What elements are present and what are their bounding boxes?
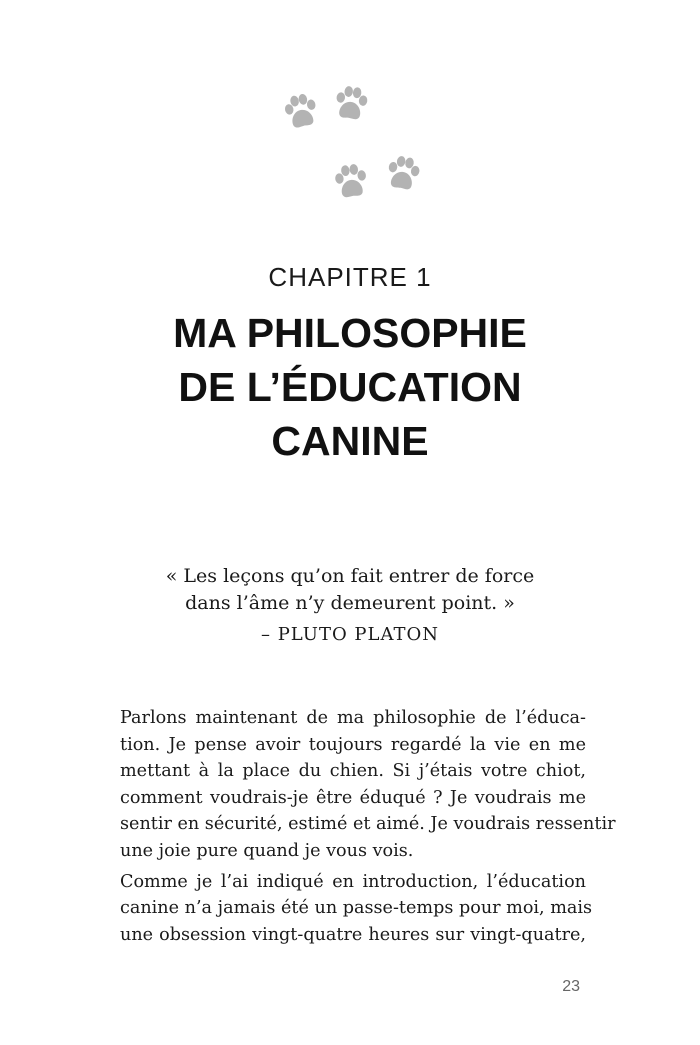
epigraph (0, 563, 700, 648)
text-line: sentir en sécurité, estimé et aimé. Je voudrais ressentir (120, 814, 616, 835)
chapter-title (0, 306, 700, 468)
chapter-title-line: CANINE (271, 418, 429, 464)
paw-print-icon (328, 159, 373, 204)
body-text (120, 705, 616, 952)
text-line: Comme je l’ai indiqué en introduction, l’éducation (120, 871, 586, 892)
paw-prints-decoration (0, 0, 700, 220)
page-number: 23 (562, 978, 580, 995)
paragraph (120, 705, 616, 865)
paragraph (120, 869, 593, 949)
paw-print-icon (277, 88, 324, 135)
text-line: tion. Je pense avoir toujours regardé la vie en me (120, 734, 586, 755)
epigraph-line: « Les leçons qu’on fait entrer de force (165, 565, 535, 587)
text-line: Parlons maintenant de ma philosophie de l’éduca- (120, 708, 586, 728)
text-line: une obsession vingt-quatre heures sur vingt-quatre, (120, 924, 586, 945)
epigraph-line: dans l’âme n’y demeurent point. » (185, 592, 515, 614)
text-line: mettant à la place du chien. Si j’étais votre chiot, (120, 761, 586, 782)
text-line: comment voudrais-je être éduqué ? Je voudrais me (120, 787, 586, 808)
text-line: une joie pure quand je vous vois. (120, 840, 414, 861)
chapter-title-line: DE L’ÉDUCATION (178, 364, 522, 410)
chapter-label: CHAPITRE 1 (268, 262, 432, 292)
paw-print-icon (328, 81, 373, 126)
chapter-title-line: MA PHILOSOPHIE (173, 310, 527, 356)
paw-print-icon (380, 151, 426, 197)
text-line: canine n’a jamais été un passe-temps pour moi, mais (120, 898, 593, 919)
epigraph-author: – PLUTO PLATON (260, 624, 440, 645)
